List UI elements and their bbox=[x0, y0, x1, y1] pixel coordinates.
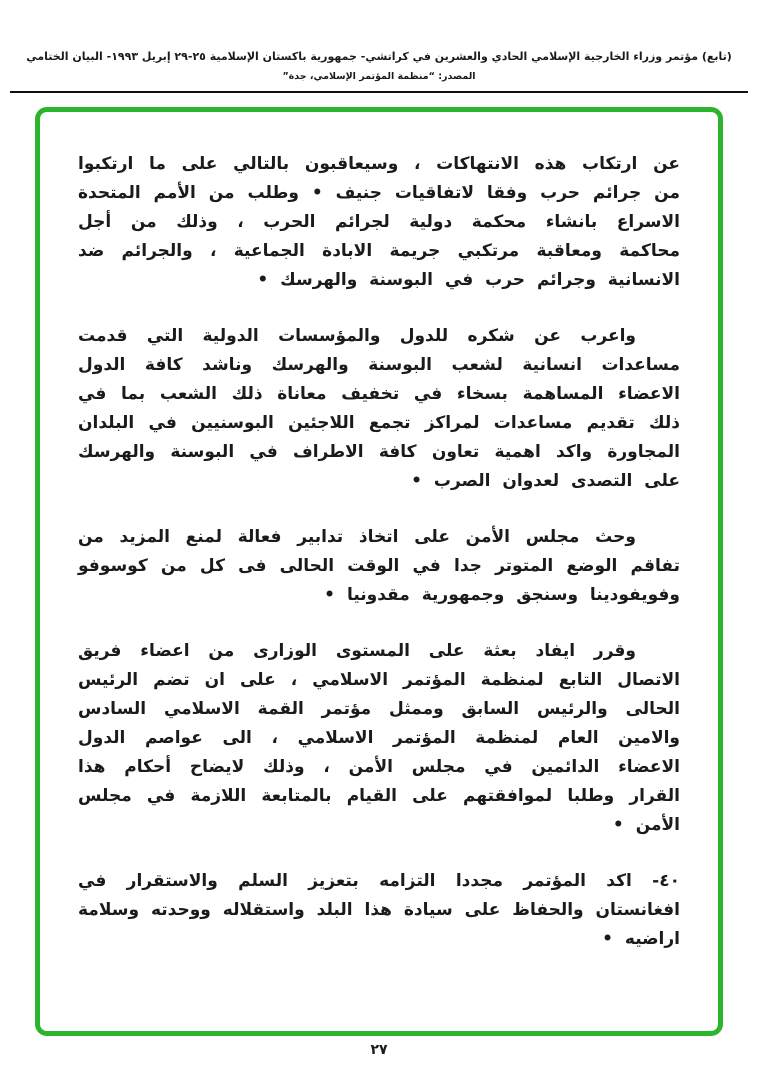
document-body bbox=[40, 112, 718, 954]
body-paragraph: وقرر ايفاد بعثة على المستوى الوزارى من اعضاء فريق الاتصال التابع لمنظمة المؤتمر الاسلامي ، على ان تضم الرئيس الحالى والرئيس السابق وممثل مؤتمر القمة الاسلامي السادس والامين العام لمنظمة المؤتمر الاسلامي ، الى عواصم الدول الاعضاء الدائمين في مجلس الأمن ، وذلك لايضاح أحكام هذا القرار وطلبا لموافقتهم على القيام بالمتابعة اللازمة في مجلس الأمن • bbox=[78, 641, 680, 835]
body-paragraph: عن ارتكاب هذه الانتهاكات ، وسيعاقبون بالتالي على ما ارتكبوا من جرائم حرب وفقا لاتفاقيات جنيف • وطلب من الأمم المتحدة الاسراع بانشاء محكمة دولية لجرائم الحرب ، وذلك من أجل محاكمة ومعاقبة مرتكبي جريمة الابادة الجماعية ، والجرائم ضد الانسانية وجرائم حرب في البوسنة والهرسك • bbox=[78, 154, 680, 290]
header-title: (تابع) مؤتمر وزراء الخارجية الإسلامي الحادي والعشرين في كراتشي- جمهورية باكستان الإسلامية ٢٥-٢٩ إبريل ١٩٩٣- البيان الختامي bbox=[26, 50, 732, 63]
document-header bbox=[0, 0, 758, 93]
content-frame bbox=[35, 107, 723, 1036]
header-source-line: المصدر: “منظمة المؤتمر الإسلامي، جدة” bbox=[282, 71, 476, 82]
body-paragraph: ٤٠- اكد المؤتمر مجددا التزامه بتعزيز السلم والاستقرار في افغانستان والحفاظ على سيادة هذا البلد واستقلاله ووحدته وسلامة اراضيه • bbox=[78, 871, 680, 949]
body-paragraph: وحث مجلس الأمن على اتخاذ تدابير فعالة لمنع المزيد من تفاقم الوضع المتوتر جدا في الوقت الحالى فى كل من كوسوفو وفويفودينا وسنجق وجمهورية مقدونيا • bbox=[78, 527, 680, 605]
page-number: ٢٧ bbox=[370, 1042, 388, 1058]
header-divider bbox=[10, 91, 748, 93]
body-paragraph: واعرب عن شكره للدول والمؤسسات الدولية التي قدمت مساعدات انسانية لشعب البوسنة والهرسك وناشد كافة الدول الاعضاء المساهمة بسخاء في تخفيف معاناة ذلك الشعب بما في ذلك تقديم مساعدات لمراكز تجمع اللاجئين البوسنيين في البلدان المجاورة واكد اهمية تعاون كافة الاطراف في البوسنة والهرسك على التصدى لعدوان الصرب • bbox=[78, 326, 680, 491]
